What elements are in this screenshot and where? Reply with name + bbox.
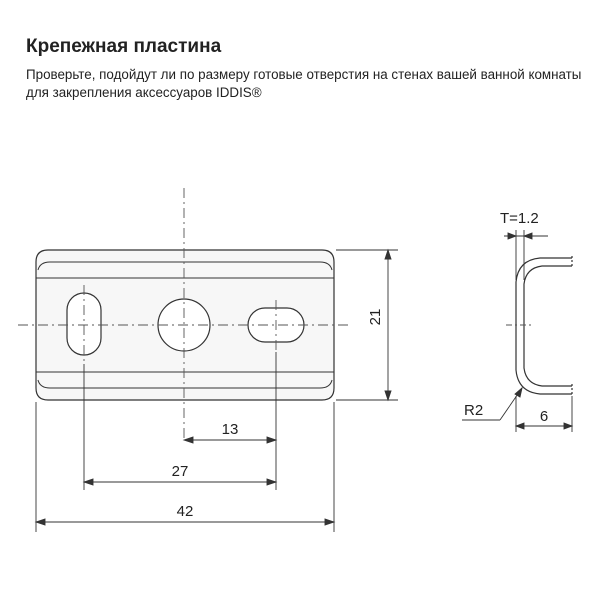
height-arrow-bottom <box>385 391 391 400</box>
height-arrow-top <box>385 250 391 259</box>
length-arrow-left <box>36 519 45 525</box>
thickness-label: T=1.2 <box>500 210 539 227</box>
flange-arrow-right <box>564 423 572 429</box>
radius-arrow <box>515 388 522 397</box>
hole-spacing-arrow-left <box>184 437 193 443</box>
slot-spacing-label: 27 <box>171 463 189 480</box>
flange-label: 6 <box>539 408 549 425</box>
profile-inner <box>524 266 572 386</box>
bend-radius-label: R2 <box>464 402 484 419</box>
height-label: 21 <box>366 308 384 326</box>
page-title: Крепежная пластина <box>26 36 222 57</box>
length-arrow-right <box>325 519 334 525</box>
slot-spacing-arrow-right <box>267 479 276 485</box>
hole-spacing-label: 13 <box>221 421 239 438</box>
slot-spacing-arrow-left <box>84 479 93 485</box>
hole-spacing-arrow-right <box>267 437 276 443</box>
thickness-arrow-right <box>524 233 532 239</box>
page-description: Проверьте, подойдут ли по размеру готовые отверстия на стенах вашей ванной комнаты для закрепления аксессуаров IDDIS® <box>26 67 582 100</box>
overall-length-label: 42 <box>176 503 194 520</box>
flange-arrow-left <box>516 423 524 429</box>
thickness-arrow-left <box>508 233 516 239</box>
